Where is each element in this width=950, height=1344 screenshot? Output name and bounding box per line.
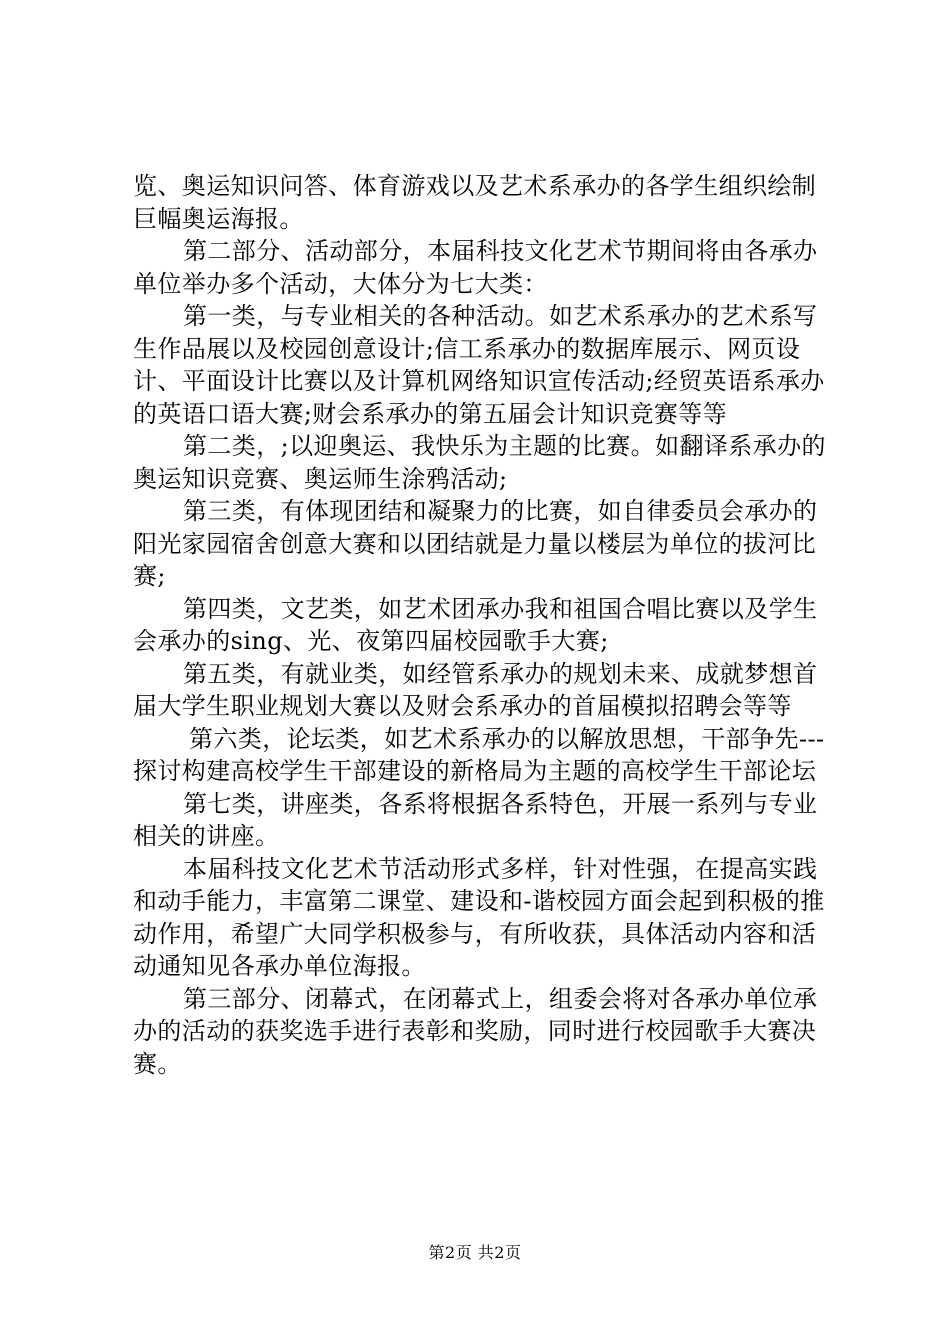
paragraph-continuation: 览、奥运知识问答、体育游戏以及艺术系承办的各学生组织绘制巨幅奥运海报。	[133, 172, 817, 233]
paragraph-category-3: 第三类，有体现团结和凝聚力的比赛，如自律委员会承办的阳光家园宿舍创意大赛和以团结就是力量以楼层为单位的拔河比赛;	[133, 497, 818, 590]
page-number-footer: 第2页 共2页	[428, 1243, 522, 1262]
paragraph-category-1: 第一类，与专业相关的各种活动。如艺术系承办的艺术系写生作品展以及校园创意设计;信工系承办的数据库展示、网页设计、平面设计比赛以及计算机网络知识宣传活动;经贸英语系承办的英语口语大赛;财会系承办的第五届会计知识竞赛等等	[133, 302, 825, 428]
paragraph-category-4: 第四类，文艺类，如艺术团承办我和祖国合唱比赛以及学生会承办的sing、光、夜第四届校园歌手大赛;	[133, 594, 818, 655]
paragraph-part-three: 第三部分、闭幕式，在闭幕式上，组委会将对各承办单位承办的活动的获奖选手进行表彰和奖励，同时进行校园歌手大赛决赛。	[133, 984, 818, 1078]
paragraph-part-two: 第二部分、活动部分，本届科技文化艺术节期间将由各承办单位举办多个活动，大体分为七大类：	[133, 237, 818, 298]
paragraph-category-2: 第二类，;以迎奥运、我快乐为主题的比赛。如翻译系承办的奥运知识竞赛、奥运师生涂鸦活动;	[133, 432, 826, 493]
paragraph-category-6: 第六类，论坛类，如艺术系承办的以解放思想，干部争先---探讨构建高校学生干部建设的新格局为主题的高校学生干部论坛	[133, 724, 825, 785]
document-body	[133, 170, 833, 1080]
paragraph-summary: 本届科技文化艺术节活动形式多样，针对性强，在提高实践和动手能力，丰富第二课堂、建设和-谐校园方面会起到积极的推动作用，希望广大同学积极参与，有所收获，具体活动内容和活动通知见各承办单位海报。	[133, 854, 825, 980]
paragraph-category-7: 第七类，讲座类，各系将根据各系特色，开展一系列与专业相关的讲座。	[133, 789, 818, 850]
paragraph-category-5: 第五类，有就业类，如经管系承办的规划未来、成就梦想首届大学生职业规划大赛以及财会系承办的首届模拟招聘会等等	[133, 659, 818, 720]
